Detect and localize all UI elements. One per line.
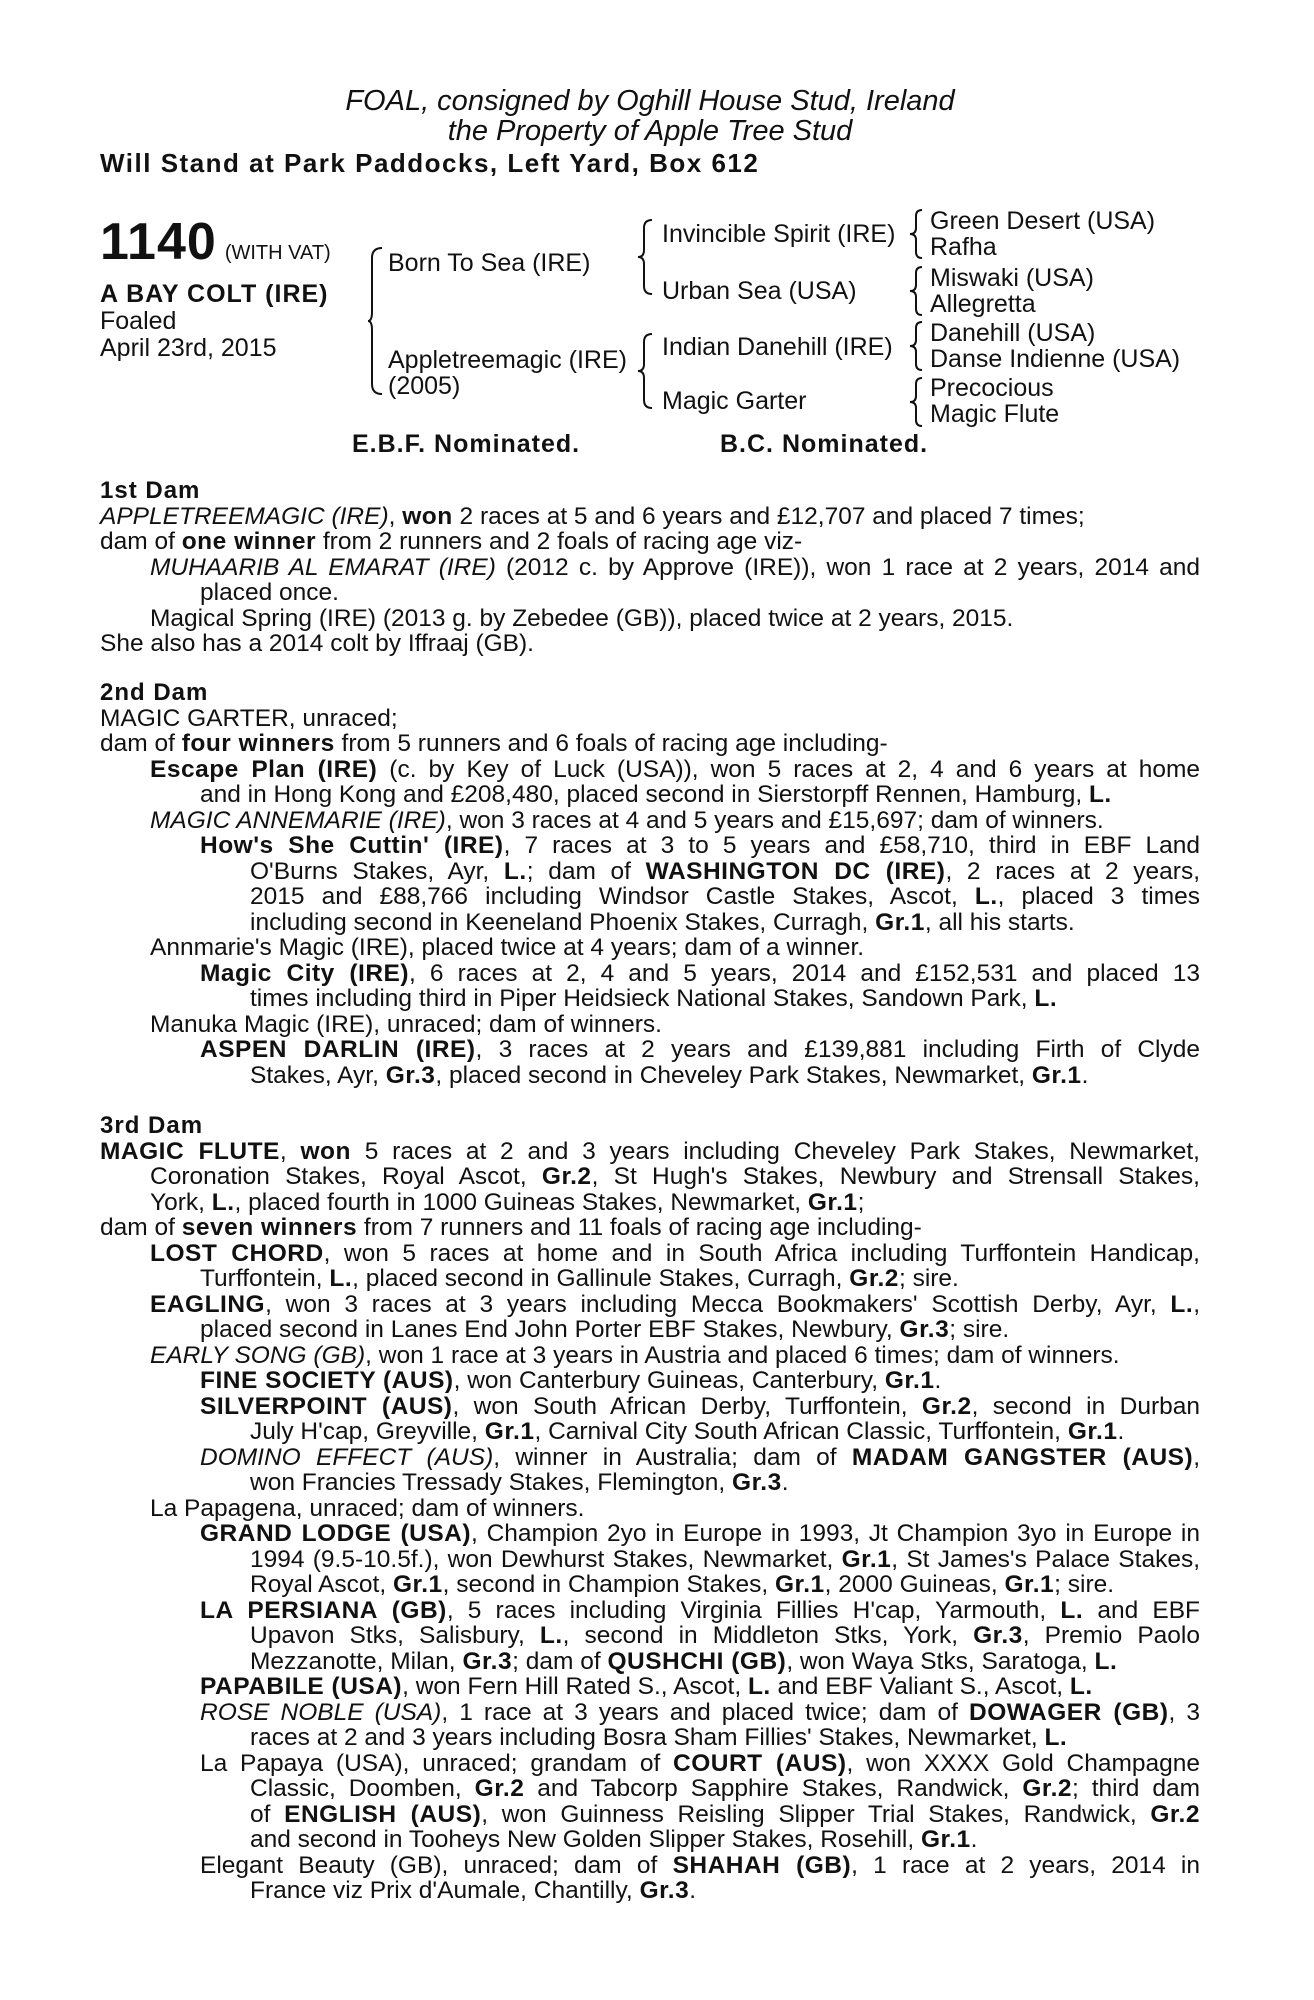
- text-line: [100, 1266, 1200, 1292]
- text-dam2-l15e: .: [1081, 1061, 1089, 1089]
- dam-sire: Indian Danehill (IRE): [662, 333, 893, 361]
- text-dam3-l24b: L.: [1044, 1724, 1068, 1751]
- text-line: [100, 1445, 1200, 1471]
- text-dam3-l4c: from 7 runners and 11 foals of racing age including-: [357, 1214, 922, 1241]
- text-dam1-l2c: from 2 runners and 2 foals of racing age viz-: [316, 528, 803, 555]
- text-dam2-l3a: Escape Plan (IRE): [150, 755, 378, 783]
- text-dam3-l15: La Papagena, unraced; dam of winners.: [150, 1494, 585, 1522]
- text-dam3-l2b: Gr.2: [541, 1163, 592, 1190]
- text-dam3-l20c: , second in Middleton Stks, York,: [562, 1622, 974, 1649]
- text-dam3-l25a: La Papaya (USA), unraced; grandam of: [200, 1749, 674, 1777]
- text-line: [100, 1292, 1200, 1318]
- text-dam3-l7a: EAGLING: [150, 1290, 266, 1318]
- text-dam2-l11b: , 6 races at 2, 4 and 5 years, 2014 and £152,531 and placed 13: [409, 959, 1200, 987]
- text-line: [100, 1164, 1200, 1190]
- text-dam2-l14b: , 3 races at 2 years and £139,881 including Firth of Clyde: [475, 1036, 1201, 1063]
- text-dam2-l10: Annmarie's Magic (IRE), placed twice at 4 years; dam of a winner.: [150, 934, 865, 961]
- sire-dam: Urban Sea (USA): [662, 277, 857, 305]
- sire-sire: Invincible Spirit (IRE): [662, 220, 896, 248]
- text-line: [100, 1776, 1200, 1802]
- text-line: [100, 1215, 1200, 1241]
- text-dam3-l19b: , 5 races including Virginia Fillies H'cap, Yarmouth,: [446, 1596, 1061, 1624]
- text-dam3-l3b: L.: [211, 1188, 235, 1216]
- text-dam3-l1b: ,: [279, 1137, 301, 1165]
- text-dam3-l5a: LOST CHORD: [150, 1239, 324, 1267]
- text-line: [100, 986, 1200, 1012]
- text-dam2-l6a: How's She Cuttin' (IRE): [200, 832, 504, 859]
- brace-g2: [908, 265, 924, 317]
- text-dam3-l29a: Elegant Beauty (GB), unraced; dam of: [200, 1851, 673, 1879]
- pedigree-brace-main: [368, 246, 388, 396]
- brace-g1: [908, 208, 924, 260]
- text-dam3-l18d: Gr.1: [774, 1571, 825, 1598]
- text-dam2-l12a: times including third in Piper Heidsieck National Stakes, Sandown Park,: [250, 985, 1035, 1012]
- granddam-g1: Green Desert (USA): [930, 207, 1156, 235]
- text-line: [100, 1317, 1200, 1343]
- stand-location: Will Stand at Park Paddocks, Left Yard, Box 612: [100, 148, 760, 178]
- text-dam2-l7b: L.: [503, 857, 527, 885]
- granddam-g2: Rafha: [930, 233, 997, 261]
- text-dam3-l1c: won: [300, 1137, 351, 1165]
- text-line: [100, 1827, 1200, 1853]
- text-line: [100, 1674, 1200, 1700]
- text-dam3-l23d: , 3: [1168, 1698, 1200, 1726]
- text-dam3-l12e: .: [1117, 1418, 1125, 1445]
- text-dam3-l8c: ; sire.: [949, 1316, 1010, 1343]
- text-dam3-l26a: Classic, Doomben,: [250, 1775, 475, 1802]
- text-line: [100, 1802, 1200, 1828]
- text-dam3-l3d: Gr.1: [807, 1188, 858, 1216]
- text-dam3-l12c: , Carnival City South African Classic, Turffontein,: [534, 1418, 1068, 1445]
- granddam-g5: Danehill (USA): [930, 319, 1096, 347]
- consignor-line: FOAL, consigned by Oghill House Stud, Ireland: [345, 85, 955, 117]
- text-line: [100, 1725, 1200, 1751]
- text-dam3-l3c: , placed fourth in 1000 Guineas Stakes, Newmarket,: [234, 1188, 808, 1216]
- text-line: [100, 1241, 1200, 1267]
- text-dam3-l25b: COURT (AUS): [673, 1749, 847, 1777]
- third-dam-title: 3rd Dam: [100, 1112, 204, 1139]
- text-dam3-l13a: DOMINO EFFECT (AUS): [200, 1443, 494, 1471]
- text-dam3-l23a: ROSE NOBLE (USA): [200, 1698, 442, 1726]
- text-line: [100, 808, 1200, 834]
- text-dam3-l28c: .: [970, 1826, 978, 1853]
- text-dam3-l21f: L.: [1094, 1647, 1118, 1675]
- text-dam3-l27a: of: [250, 1800, 285, 1828]
- text-line: [100, 782, 1200, 808]
- text-dam1-l1b: ,: [388, 502, 403, 530]
- lot-number: 1140: [100, 213, 217, 271]
- text-dam3-l4a: dam of: [100, 1214, 182, 1241]
- text-dam3-l24a: races at 2 and 3 years including Bosra Sham Fillies' Stakes, Newmarket,: [250, 1724, 1045, 1751]
- text-dam3-l6b: L.: [329, 1265, 353, 1292]
- text-line: [100, 1572, 1200, 1598]
- text-dam2-l8b: L.: [974, 883, 998, 910]
- text-line: [100, 1878, 1200, 1904]
- text-dam3-l26c: and Tabcorp Sapphire Stakes, Randwick,: [524, 1775, 1023, 1802]
- text-dam3-l16a: GRAND LODGE (USA): [200, 1520, 472, 1547]
- text-dam2-l5b: , won 3 races at 4 and 5 years and £15,697; dam of winners.: [445, 806, 1104, 834]
- text-dam3-l4b: seven winners: [181, 1214, 358, 1241]
- text-dam3-l8a: placed second in Lanes End John Porter EBF Stakes, Newbury,: [200, 1316, 900, 1343]
- text-dam2-l4a: and in Hong Kong and £208,480, placed second in Sierstorpff Rennen, Hamburg,: [200, 781, 1089, 808]
- text-line: [100, 1190, 1200, 1216]
- text-dam3-l6d: Gr.2: [849, 1265, 899, 1292]
- text-dam2-l2c: from 5 runners and 6 foals of racing age including-: [334, 730, 888, 757]
- third-dam-section: [100, 1113, 1200, 1904]
- text-dam3-l25c: , won XXXX Gold Champagne: [846, 1749, 1200, 1777]
- text-dam2-l1: MAGIC GARTER, unraced;: [100, 704, 398, 732]
- text-dam3-l29c: , 1 race at 2 years, 2014 in: [851, 1851, 1201, 1879]
- text-dam3-l28a: and second in Tooheys New Golden Slipper Stakes, Rosehill,: [250, 1826, 921, 1853]
- text-line: [100, 1623, 1200, 1649]
- text-dam3-l22e: L.: [1069, 1673, 1093, 1700]
- text-dam3-l10d: .: [934, 1367, 942, 1394]
- text-line: [100, 884, 1200, 910]
- text-dam3-l12a: July H'cap, Greyville,: [250, 1418, 485, 1445]
- text-line: [100, 1063, 1200, 1089]
- text-dam3-l22c: L.: [747, 1673, 771, 1700]
- text-line: [100, 961, 1200, 987]
- brace-g3: [908, 320, 924, 372]
- text-dam1-l2b: one winner: [181, 528, 317, 555]
- text-line: [100, 1419, 1200, 1445]
- text-dam3-l20e: , Premio Paolo: [1022, 1622, 1201, 1649]
- text-line: [100, 1547, 1200, 1573]
- text-dam3-l18a: Royal Ascot,: [250, 1571, 393, 1598]
- text-dam2-l9c: , all his starts.: [924, 908, 1075, 936]
- text-dam3-l30c: .: [689, 1877, 697, 1904]
- text-dam3-l12b: Gr.1: [484, 1418, 535, 1445]
- text-dam3-l21d: QUSHCHI (GB): [607, 1647, 787, 1675]
- text-dam2-l8c: , placed 3 times: [997, 883, 1200, 910]
- text-dam3-l22d: and EBF Valiant S., Ascot,: [770, 1673, 1070, 1700]
- text-dam3-l30a: France viz Prix d'Aumale, Chantilly,: [250, 1877, 640, 1904]
- text-line: [100, 504, 1200, 530]
- text-dam1-l5: Magical Spring (IRE) (2013 g. by Zebedee (GB)), placed twice at 2 years, 2015.: [150, 604, 1014, 632]
- text-line: [100, 1649, 1200, 1675]
- granddam-g8: Magic Flute: [930, 400, 1060, 428]
- text-dam2-l15c: , placed second in Cheveley Park Stakes, Newmarket,: [435, 1061, 1032, 1089]
- text-dam3-l10a: FINE SOCIETY (AUS): [200, 1367, 454, 1394]
- text-dam3-l26e: ; third dam: [1072, 1775, 1201, 1802]
- text-dam1-l4: placed once.: [200, 579, 339, 606]
- ebf-nominated: E.B.F. Nominated.: [352, 430, 581, 458]
- text-line: [100, 859, 1200, 885]
- text-dam3-l19a: LA PERSIANA (GB): [200, 1596, 447, 1624]
- text-dam1-l1d: 2 races at 5 and 6 years and £12,707 and placed 7 times;: [452, 502, 1085, 530]
- text-dam2-l7c: ; dam of: [526, 857, 646, 885]
- text-dam2-l4b: L.: [1088, 781, 1112, 808]
- granddam-g4: Allegretta: [930, 290, 1036, 318]
- text-line: [100, 1598, 1200, 1624]
- pedigree-brace-sire: [638, 218, 656, 296]
- property-line: the Property of Apple Tree Stud: [447, 115, 853, 147]
- text-dam3-l7d: ,: [1193, 1290, 1200, 1318]
- dam-year: (2005): [388, 372, 461, 400]
- sire: Born To Sea (IRE): [388, 249, 591, 277]
- text-line: [100, 1521, 1200, 1547]
- text-dam2-l9b: Gr.1: [875, 908, 925, 936]
- text-line: [100, 1037, 1200, 1063]
- text-line: [100, 1853, 1200, 1879]
- granddam-g6: Danse Indienne (USA): [930, 345, 1181, 373]
- text-dam2-l2a: dam of: [100, 730, 182, 757]
- pedigree-brace-dam: [638, 332, 656, 410]
- text-dam3-l9b: , won 1 race at 3 years in Austria and placed 6 times; dam of winners.: [365, 1341, 1120, 1369]
- granddam-g7: Precocious: [930, 374, 1054, 402]
- text-line: [100, 910, 1200, 936]
- second-dam-title: 2nd Dam: [100, 679, 209, 706]
- dam-dam: Magic Garter: [662, 387, 807, 415]
- text-dam3-l2a: Coronation Stakes, Royal Ascot,: [150, 1163, 542, 1190]
- text-dam3-l14c: .: [781, 1469, 789, 1496]
- text-line: [100, 1700, 1200, 1726]
- text-dam3-l27b: ENGLISH (AUS): [284, 1800, 482, 1828]
- text-dam2-l15a: Stakes, Ayr,: [250, 1061, 386, 1089]
- text-line: [100, 1394, 1200, 1420]
- text-dam3-l18g: ; sire.: [1054, 1571, 1115, 1598]
- first-dam-title: 1st Dam: [100, 477, 201, 504]
- text-dam3-l12d: Gr.1: [1067, 1418, 1118, 1445]
- text-dam3-l14b: Gr.3: [732, 1469, 782, 1496]
- text-dam1-l6: She also has a 2014 colt by Iffraaj (GB).: [100, 630, 534, 657]
- text-dam3-l16b: , Champion 2yo in Europe in 1993, Jt Champion 3yo in Europe in: [471, 1520, 1200, 1547]
- text-dam1-l1a: APPLETREEMAGIC (IRE): [100, 502, 389, 530]
- brace-g4: [908, 376, 924, 428]
- text-dam3-l18e: , 2000 Guineas,: [824, 1571, 1005, 1598]
- text-line: [100, 1343, 1200, 1369]
- lot-number-block: [100, 212, 331, 272]
- text-dam3-l7b: , won 3 races at 3 years including Mecca Bookmakers' Scottish Derby, Ayr,: [265, 1290, 1171, 1318]
- vat-note: (WITH VAT): [224, 242, 331, 264]
- text-dam2-l14a: ASPEN DARLIN (IRE): [200, 1036, 476, 1063]
- text-dam2-l12b: L.: [1034, 985, 1058, 1012]
- text-dam2-l2b: four winners: [181, 730, 335, 757]
- text-dam1-l1c: won: [402, 502, 453, 530]
- text-dam3-l3a: York,: [150, 1188, 212, 1216]
- text-dam3-l27d: Gr.2: [1150, 1800, 1200, 1828]
- text-dam3-l20a: Upavon Stks, Salisbury,: [250, 1622, 540, 1649]
- text-dam3-l9a: EARLY SONG (GB): [150, 1341, 366, 1369]
- text-dam2-l6b: , 7 races at 3 to 5 years and £58,710, third in EBF Land: [503, 832, 1200, 859]
- text-dam2-l15b: Gr.3: [385, 1061, 436, 1089]
- text-dam3-l8b: Gr.3: [899, 1316, 950, 1343]
- text-dam3-l21e: , won Waya Stks, Saratoga,: [786, 1647, 1095, 1675]
- text-line: [100, 1139, 1200, 1165]
- horse-name: A BAY COLT (IRE): [100, 280, 329, 308]
- text-dam3-l18b: Gr.1: [392, 1571, 443, 1598]
- text-dam3-l20d: Gr.3: [973, 1622, 1023, 1649]
- foaled-label: Foaled: [100, 307, 177, 335]
- text-dam2-l7d: WASHINGTON DC (IRE): [645, 857, 946, 885]
- text-dam3-l6a: Turffontein,: [200, 1265, 330, 1292]
- text-dam3-l26b: Gr.2: [474, 1775, 525, 1802]
- text-line: [100, 529, 1200, 555]
- text-dam3-l17c: , St James's Palace Stakes,: [891, 1545, 1200, 1573]
- foaled-date: April 23rd, 2015: [100, 334, 277, 362]
- text-dam3-l23b: , 1 race at 3 years and placed twice; dam of: [441, 1698, 970, 1726]
- text-dam3-l19d: and EBF: [1083, 1596, 1200, 1624]
- text-line: [100, 833, 1200, 859]
- text-dam3-l19c: L.: [1060, 1596, 1084, 1624]
- text-dam1-l2a: dam of: [100, 528, 182, 555]
- text-dam3-l21c: ; dam of: [512, 1647, 608, 1675]
- text-dam3-l13d: ,: [1193, 1443, 1200, 1471]
- text-dam3-l26d: Gr.2: [1022, 1775, 1073, 1802]
- text-line: [100, 1470, 1200, 1496]
- text-dam3-l6e: ; sire.: [898, 1265, 959, 1292]
- text-dam3-l11b: , won South African Derby, Turffontein,: [452, 1392, 922, 1420]
- text-line: [100, 1751, 1200, 1777]
- text-dam3-l11d: , second in Durban: [971, 1392, 1200, 1420]
- text-dam3-l1a: MAGIC FLUTE: [100, 1137, 280, 1165]
- second-dam-section: [100, 680, 1200, 1088]
- text-dam3-l7c: L.: [1170, 1290, 1194, 1318]
- text-dam3-l6c: , placed second in Gallinule Stakes, Curragh,: [352, 1265, 850, 1292]
- text-dam3-l3e: ;: [857, 1188, 865, 1216]
- text-dam2-l3b: (c. by Key of Luck (USA)), won 5 races at 2, 4 and 6 years at home: [377, 755, 1200, 783]
- text-dam3-l21a: Mezzanotte, Milan,: [250, 1647, 463, 1675]
- text-dam3-l22b: , won Fern Hill Rated S., Ascot,: [402, 1673, 748, 1700]
- first-dam-section: [100, 478, 1200, 657]
- text-dam2-l15d: Gr.1: [1031, 1061, 1082, 1089]
- text-dam3-l13c: MADAM GANGSTER (AUS): [851, 1443, 1194, 1471]
- text-dam1-l3b: (2012 c. by Approve (IRE)), won 1 race at 2 years, 2014 and: [495, 553, 1200, 581]
- text-dam3-l2c: , St Hugh's Stakes, Newbury and Strensall Stakes,: [591, 1163, 1200, 1190]
- text-dam3-l17a: 1994 (9.5-10.5f.), won Dewhurst Stakes, Newmarket,: [250, 1545, 842, 1573]
- text-dam3-l17b: Gr.1: [841, 1545, 892, 1573]
- bc-nominated: B.C. Nominated.: [720, 430, 929, 458]
- text-dam3-l28b: Gr.1: [920, 1826, 971, 1853]
- text-dam2-l8a: 2015 and £88,766 including Windsor Castle Stakes, Ascot,: [250, 883, 975, 910]
- text-line: [100, 1368, 1200, 1394]
- text-dam3-l11a: SILVERPOINT (AUS): [200, 1392, 453, 1420]
- text-dam3-l14a: won Francies Tressady Stakes, Flemington,: [250, 1469, 733, 1496]
- text-dam3-l18f: Gr.1: [1004, 1571, 1055, 1598]
- text-dam3-l5b: , won 5 races at home and in South Africa including Turffontein Handicap,: [323, 1239, 1200, 1267]
- text-dam3-l30b: Gr.3: [639, 1877, 690, 1904]
- text-dam3-l10b: , won Canterbury Guineas, Canterbury,: [453, 1367, 885, 1394]
- text-dam3-l1d: 5 races at 2 and 3 years including Cheveley Park Stakes, Newmarket,: [350, 1137, 1200, 1165]
- text-dam2-l5a: MAGIC ANNEMARIE (IRE): [150, 806, 446, 834]
- text-line: [100, 731, 1200, 757]
- granddam-g3: Miswaki (USA): [930, 264, 1094, 292]
- text-dam3-l13b: , winner in Australia; dam of: [493, 1443, 852, 1471]
- text-dam3-l11c: Gr.2: [921, 1392, 972, 1420]
- text-dam2-l11a: Magic City (IRE): [200, 959, 410, 987]
- text-dam2-l13: Manuka Magic (IRE), unraced; dam of winners.: [150, 1010, 662, 1038]
- text-dam3-l22a: PAPABILE (USA): [200, 1673, 403, 1700]
- text-dam2-l7e: , 2 races at 2 years,: [945, 857, 1200, 885]
- text-dam3-l20b: L.: [539, 1622, 563, 1649]
- text-line: [100, 757, 1200, 783]
- text-dam3-l29b: SHAHAH (GB): [672, 1851, 852, 1879]
- text-dam2-l9a: including second in Keeneland Phoenix Stakes, Curragh,: [250, 908, 876, 936]
- text-dam3-l10c: Gr.1: [884, 1367, 935, 1394]
- text-dam2-l7a: O'Burns Stakes, Ayr,: [250, 857, 504, 885]
- text-dam3-l27c: , won Guinness Reisling Slipper Trial Stakes, Randwick,: [481, 1800, 1151, 1828]
- text-dam3-l18c: , second in Champion Stakes,: [442, 1571, 775, 1598]
- text-dam1-l3a: MUHAARIB AL EMARAT (IRE): [150, 553, 496, 581]
- dam: Appletreemagic (IRE): [388, 346, 627, 374]
- text-dam3-l23c: DOWAGER (GB): [969, 1698, 1169, 1726]
- text-line: [100, 555, 1200, 581]
- text-dam3-l21b: Gr.3: [462, 1647, 513, 1675]
